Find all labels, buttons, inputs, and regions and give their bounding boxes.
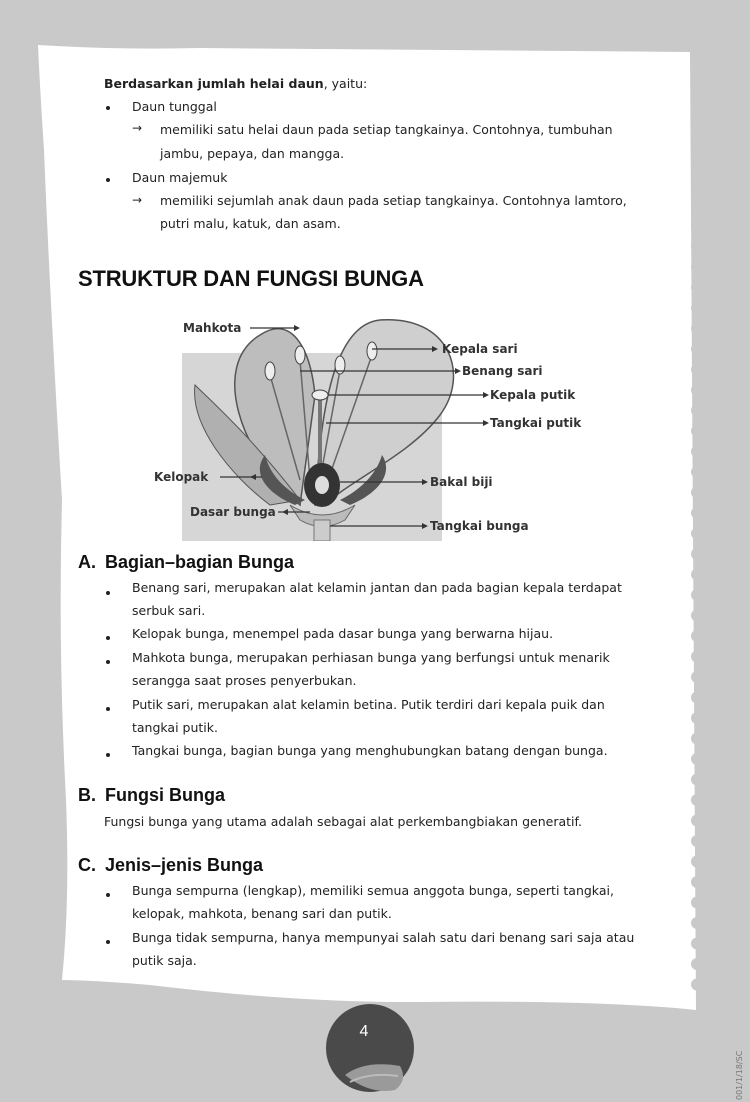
label-kelopak: Kelopak xyxy=(154,470,209,484)
section-b-heading xyxy=(78,785,225,806)
section-a-item: Tangkai bunga, bagian bunga yang menghubungkan batang dengan bunga. xyxy=(132,743,608,758)
leaf-item-desc: jambu, pepaya, dan mangga. xyxy=(160,146,345,161)
leaf-intro xyxy=(104,72,367,95)
leaf-item-desc: memiliki sejumlah anak daun pada setiap tangkainya. Contohnya lamtoro, xyxy=(160,193,627,208)
flower-diagram xyxy=(150,305,590,541)
section-a-item: serangga saat proses penyerbukan. xyxy=(132,673,357,688)
bullet-icon xyxy=(106,636,110,640)
section-letter: B. xyxy=(78,785,96,805)
section-c-item: putik saja. xyxy=(132,953,197,968)
section-c-item: kelopak, mahkota, benang sari dan putik. xyxy=(132,906,392,921)
label-kepala-putik: Kepala putik xyxy=(490,388,576,402)
section-a-item: Putik sari, merupakan alat kelamin betina. Putik terdiri dari kepala puik dan xyxy=(132,697,605,712)
section-c-item: Bunga sempurna (lengkap), memiliki semua anggota bunga, seperti tangkai, xyxy=(132,883,614,898)
section-letter: A. xyxy=(78,552,96,572)
leaf-item-title: Daun majemuk xyxy=(132,170,228,185)
section-a-item: Kelopak bunga, menempel pada dasar bunga yang berwarna hijau. xyxy=(132,626,554,641)
label-mahkota: Mahkota xyxy=(183,321,242,335)
section-a-item: Mahkota bunga, merupakan perhiasan bunga yang berfungsi untuk menarik xyxy=(132,650,610,665)
section-c-heading xyxy=(78,855,263,876)
section-title: Bagian–bagian Bunga xyxy=(105,552,295,572)
label-kepala-sari: Kepala sari xyxy=(442,342,518,356)
section-title: Jenis–jenis Bunga xyxy=(105,855,264,875)
bullet-icon xyxy=(106,591,110,595)
section-a-item: Benang sari, merupakan alat kelamin jantan dan pada bagian kepala terdapat xyxy=(132,580,622,595)
bullet-icon xyxy=(106,660,110,664)
leaf-intro-rest: , yaitu: xyxy=(323,76,368,91)
section-c-item: Bunga tidak sempurna, hanya mempunyai salah satu dari benang sari saja atau xyxy=(132,930,635,945)
label-dasar-bunga: Dasar bunga xyxy=(190,505,276,519)
bullet-icon xyxy=(106,753,110,757)
page-number: 4 xyxy=(359,1023,369,1040)
leaf-item-title: Daun tunggal xyxy=(132,99,217,114)
arrow-right-icon: → xyxy=(132,193,143,207)
section-a-item: serbuk sari. xyxy=(132,603,206,618)
section-a-heading xyxy=(78,552,294,573)
label-tangkai-bunga: Tangkai bunga xyxy=(430,519,529,533)
arrow-right-icon: → xyxy=(132,121,143,135)
bullet-icon xyxy=(106,178,110,182)
leaf-item-desc: putri malu, katuk, dan asam. xyxy=(160,216,341,231)
leaf-item-desc: memiliki satu helai daun pada setiap tangkainya. Contohnya, tumbuhan xyxy=(160,122,613,137)
label-benang-sari: Benang sari xyxy=(462,364,543,378)
side-code: 001/1/18/SC xyxy=(735,1050,744,1100)
section-letter: C. xyxy=(78,855,96,875)
section-heading: STRUKTUR DAN FUNGSI BUNGA xyxy=(78,266,424,291)
bullet-icon xyxy=(106,893,110,897)
bullet-icon xyxy=(106,106,110,110)
bullet-icon xyxy=(106,707,110,711)
label-bakal-biji: Bakal biji xyxy=(430,475,493,489)
bullet-icon xyxy=(106,940,110,944)
side-code-container xyxy=(735,1040,745,1100)
label-tangkai-putik: Tangkai putik xyxy=(490,416,582,430)
section-b-text: Fungsi bunga yang utama adalah sebagai alat perkembangbiakan generatif. xyxy=(104,814,582,829)
section-title: Fungsi Bunga xyxy=(105,785,225,805)
section-a-item: tangkai putik. xyxy=(132,720,218,735)
leaf-intro-bold: Berdasarkan jumlah helai daun xyxy=(104,76,324,91)
